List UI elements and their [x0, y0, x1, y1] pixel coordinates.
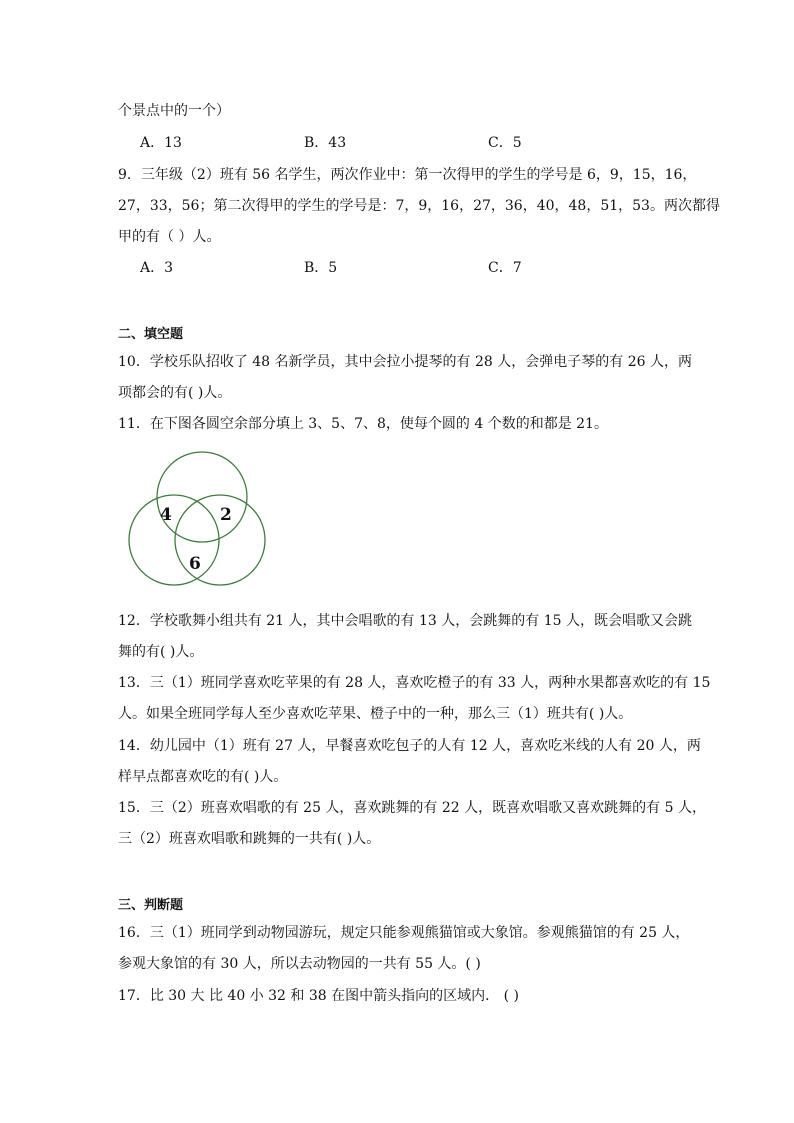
q12-line-1: 12．学校歌舞小组共有 21 人，其中会唱歌的有 13 人，会跳舞的有 15 人，既会唱歌又会跳: [118, 613, 692, 629]
q8-option-b: B．43: [304, 135, 347, 151]
venn-circle-left: [129, 495, 219, 585]
venn-number-bottom-overlap: 6: [189, 554, 201, 574]
venn-number-left-overlap: 4: [160, 505, 172, 525]
q16-line-1: 16．三（1）班同学到动物园游玩，规定只能参观熊猫馆或大象馆。参观熊猫馆的有 25 人，: [118, 925, 690, 941]
q15-line-2: 三（2）班喜欢唱歌和跳舞的一共有( )人。: [118, 831, 381, 847]
section-3-title: 三、判断题: [118, 898, 184, 913]
venn-number-right-overlap: 2: [220, 505, 232, 525]
q17-text: 17．比 30 大 比 40 小 32 和 38 在图中箭头指向的区域内． ( ): [118, 988, 519, 1004]
q8-text: 个景点中的一个）: [118, 103, 230, 119]
venn-diagram-figure: [124, 450, 270, 594]
q9-line-1: 9．三年级（2）班有 56 名学生，两次作业中：第一次得甲的学生的学号是 6，9，15，16，: [118, 167, 697, 183]
q8-option-a: A．13: [140, 135, 182, 151]
q14-line-1: 14．幼儿园中（1）班有 27 人，早餐喜欢吃包子的人有 12 人，喜欢吃米线的人有 20 人，两: [118, 738, 701, 754]
q14-line-2: 样早点都喜欢吃的有( )人。: [118, 769, 288, 785]
q9-line-3: 甲的有（ ）人。: [118, 229, 221, 245]
venn-diagram: [124, 450, 270, 594]
q16-line-2: 参观大象馆的有 30 人，所以去动物园的一共有 55 人。( ): [118, 956, 481, 972]
q9-line-2: 27，33，56；第二次得甲的学生的学号是：7，9，16，27，36，40，48，51，53。两次都得: [118, 198, 720, 214]
section-2-title: 二、填空题: [118, 327, 184, 342]
q12-line-2: 舞的有( )人。: [118, 644, 204, 660]
q11-text: 11．在下图各圆空余部分填上 3、5、7、8，使每个圆的 4 个数的和都是 21。: [118, 416, 608, 432]
q8-option-c: C．5: [488, 135, 522, 151]
q10-line-1: 10．学校乐队招收了 48 名新学员，其中会拉小提琴的有 28 人，会弹电子琴的有 26 人，两: [118, 354, 692, 370]
q13-line-1: 13．三（1）班同学喜欢吃苹果的有 28 人，喜欢吃橙子的有 33 人，两种水果都喜欢吃的有 15: [118, 675, 711, 691]
q10-line-2: 项都会的有( )人。: [118, 385, 232, 401]
q15-line-1: 15．三（2）班喜欢唱歌的有 25 人，喜欢跳舞的有 22 人，既喜欢唱歌又喜欢跳舞的有 5 人，: [118, 800, 706, 816]
q9-option-b: B．5: [304, 260, 338, 276]
q9-option-a: A．3: [140, 260, 174, 276]
q9-option-c: C．7: [488, 260, 522, 276]
q13-line-2: 人。如果全班同学每人至少喜欢吃苹果、橙子中的一种，那么三（1）班共有( )人。: [118, 706, 633, 722]
